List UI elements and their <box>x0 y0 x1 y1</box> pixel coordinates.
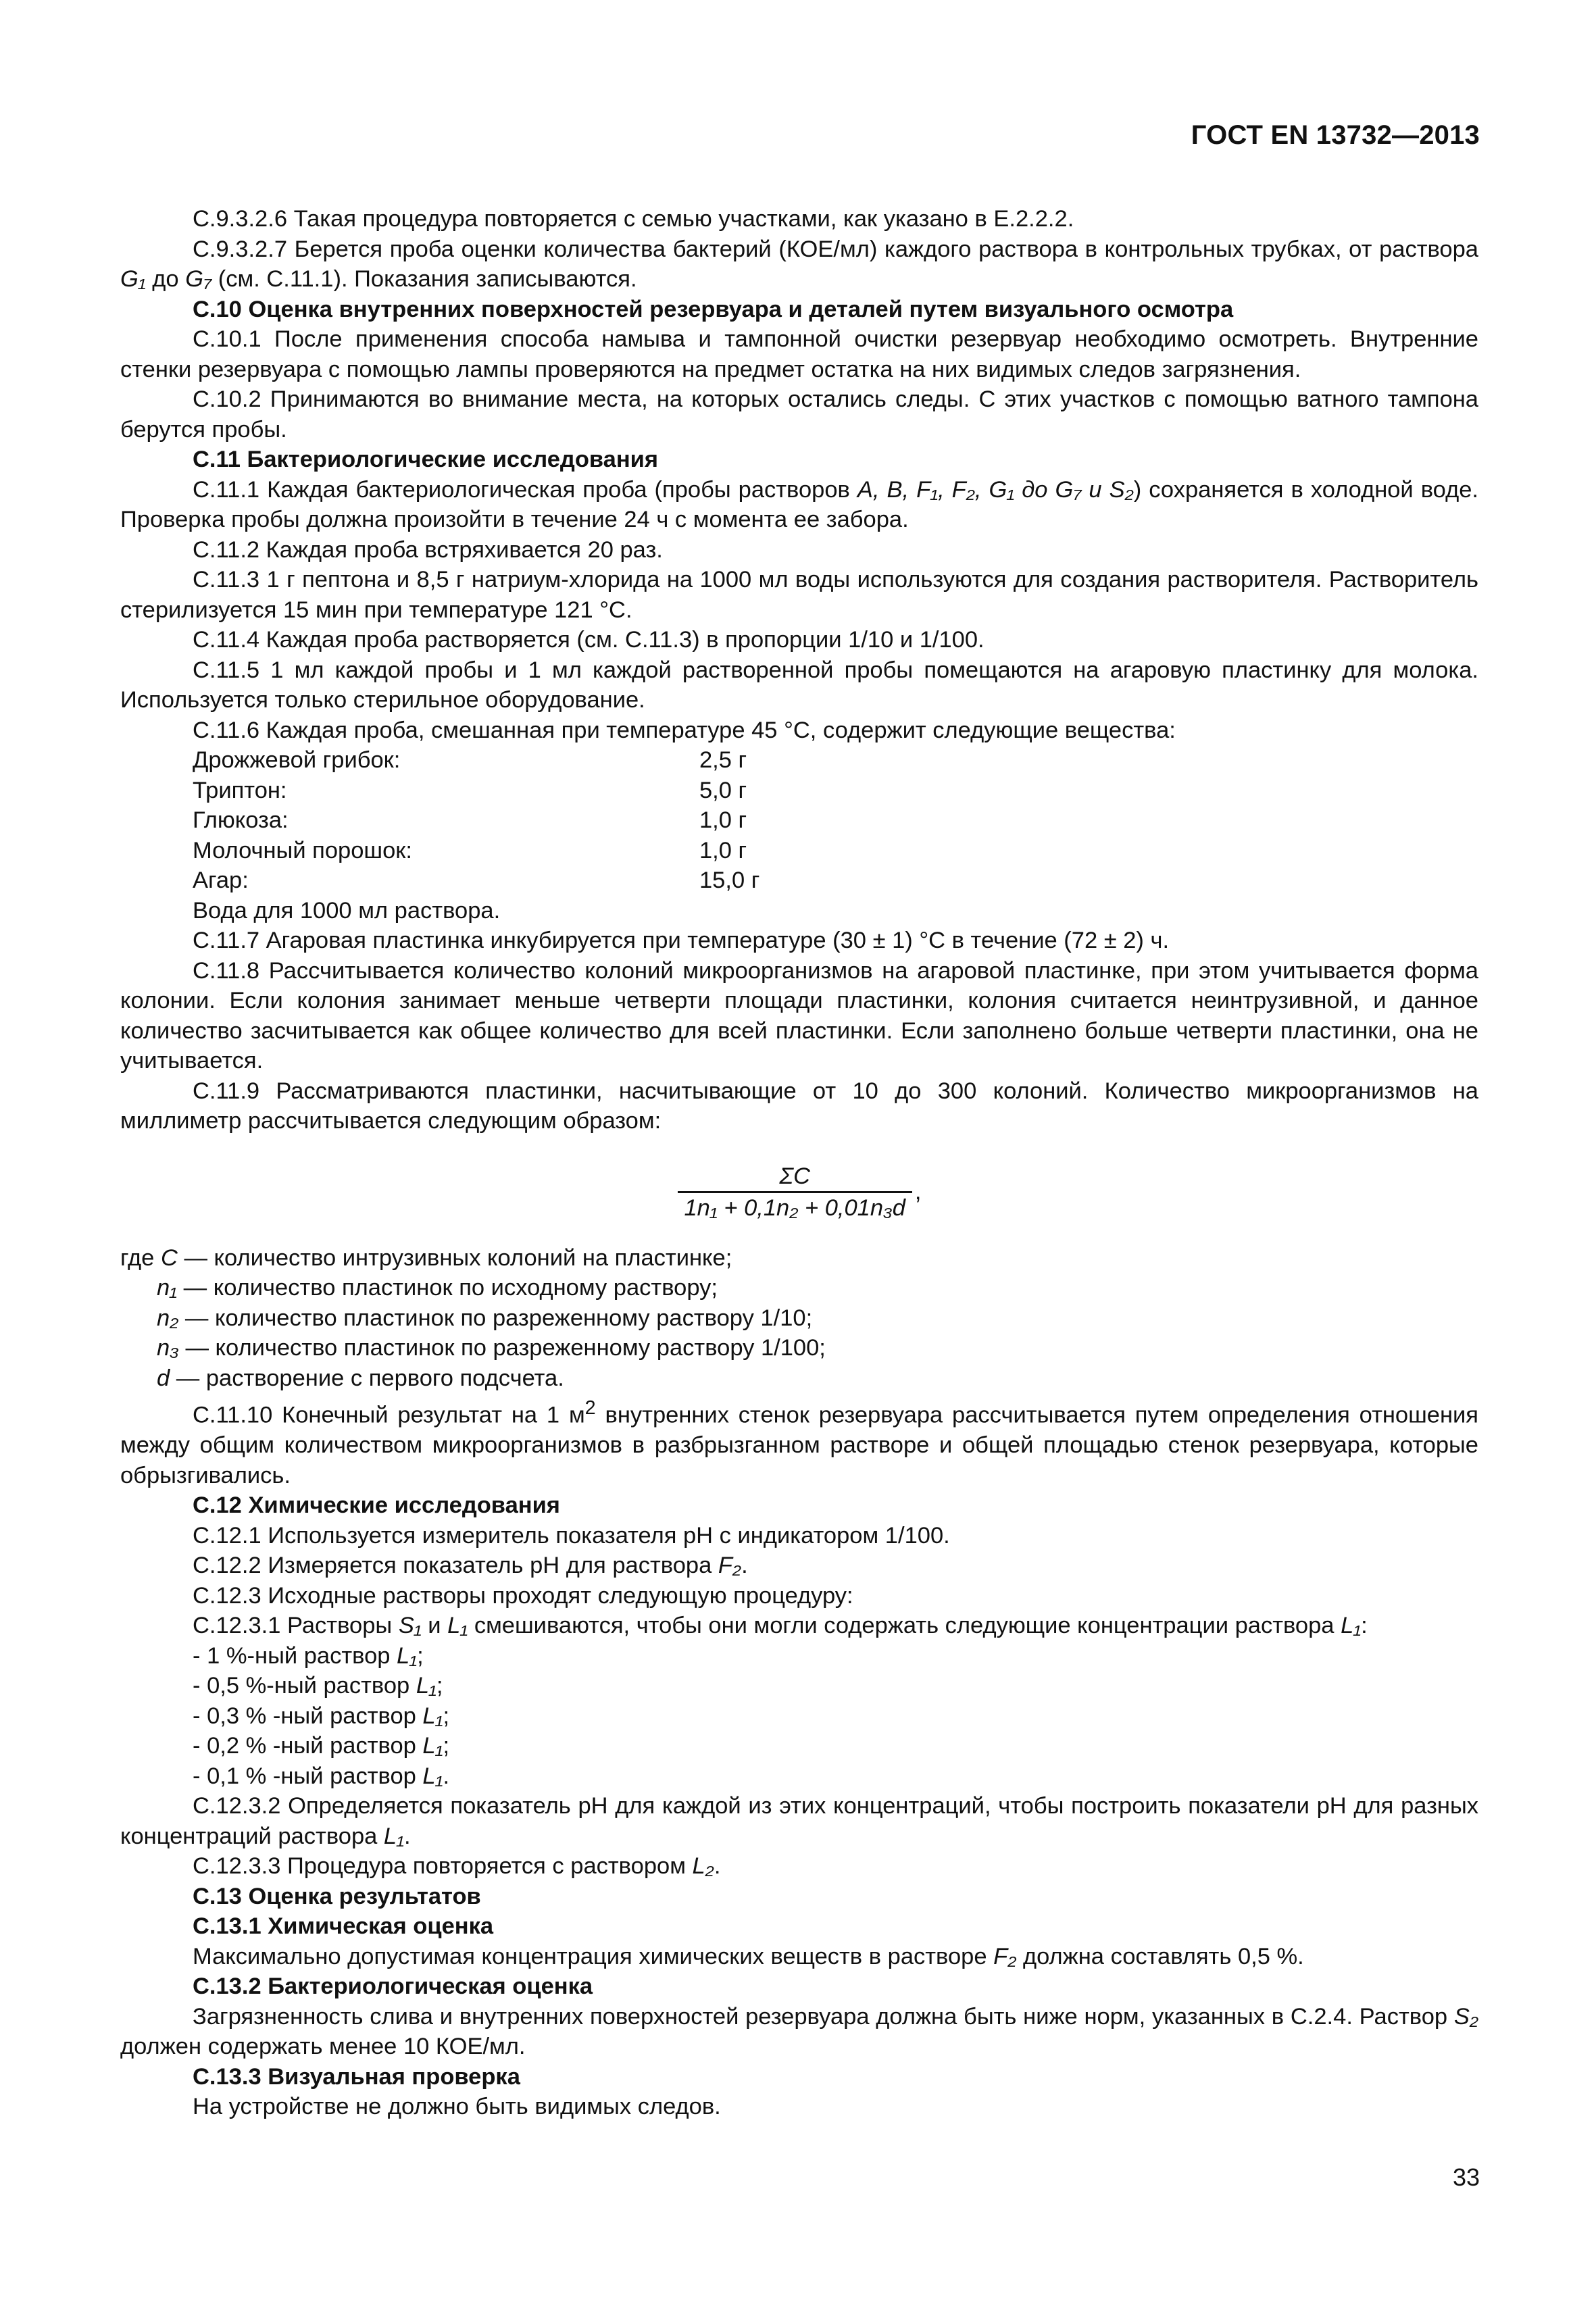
paragraph-c12-3: С.12.3 Исходные растворы проходят следующую процедуру: <box>193 1582 853 1609</box>
heading-c13-3: С.13.3 Визуальная проверка <box>193 2063 520 2090</box>
concentration-item: - 0,3 % -ный раствор L₁; <box>193 1703 450 1729</box>
recipe-row: Дрожжевой грибок: 2,5 г <box>193 747 747 773</box>
paragraph-water: Вода для 1000 мл раствора. <box>193 897 501 924</box>
paragraph-c12-3-3: С.12.3.3 Процедура повторяется с раствором L₂. <box>193 1853 721 1879</box>
recipe-table <box>193 745 759 896</box>
heading-c13-1: С.13.1 Химическая оценка <box>193 1913 494 1939</box>
document-header: ГОСТ EN 13732—2013 <box>1191 120 1480 150</box>
page-content <box>120 204 1478 2122</box>
paragraph-c12-2: С.12.2 Измеряется показатель pH для раствора F₂. <box>193 1553 748 1578</box>
paragraph-c12-3-2: С.12.3.2 Определяется показатель pH для каждой из этих концентраций, чтобы построить показатели pH для разных концентраций раствора L₁. <box>120 1793 1478 1849</box>
formula-denominator: 1n₁ + 0,1n₂ + 0,01n₃d <box>678 1191 912 1222</box>
paragraph-c11-2: С.11.2 Каждая проба встряхивается 20 раз. <box>193 536 663 563</box>
paragraph-c11-6: С.11.6 Каждая проба, смешанная при температуре 45 °С, содержит следующие вещества: <box>193 717 1176 743</box>
formula <box>120 1142 1478 1243</box>
definition-item: n₂ — количество пластинок по разреженному раствору 1/10; <box>157 1305 813 1331</box>
paragraph-c11-10: С.11.10 Конечный результат на 1 $м^2$ внутренних стенок резервуара рассчитывается путем определения отношения между общим количеством микроорганизмов в разбрызганном растворе и общей площадью стенок резервуара, которые обрызгивались. <box>120 1397 1478 1488</box>
paragraph-c12-1: С.12.1 Используется измеритель показателя pH с индикатором 1/100. <box>193 1522 950 1549</box>
paragraph-c9-3-2-6: С.9.3.2.6 Такая процедура повторяется с семью участками, как указано в Е.2.2.2. <box>193 206 1074 232</box>
paragraph-c11-7: С.11.7 Агаровая пластинка инкубируется при температуре (30 ± 1) °С в течение (72 ± 2) ч. <box>193 928 1170 953</box>
definition-item: d — растворение с первого подсчета. <box>157 1365 564 1391</box>
symbol-g1: G₁ <box>120 266 146 292</box>
paragraph-c9-3-2-7: С.9.3.2.7 Берется проба оценки количества бактерий (КОЕ/мл) каждого раствора в контрольных трубках, от раствора G₁ до G₇ (см. С.11.1). Показания записываются. <box>120 236 1478 292</box>
formula-comma: , <box>914 1179 922 1205</box>
concentration-item: - 1 %-ный раствор L₁; <box>193 1642 424 1669</box>
formula-fraction <box>678 1163 912 1222</box>
page-number: 33 <box>1452 2163 1480 2191</box>
definitions <box>120 1243 1478 1394</box>
paragraph-c10-2: С.10.2 Принимаются во внимание места, на которых остались следы. С этих участков с помощью ватного тампона берутся пробы. <box>120 386 1478 443</box>
symbol-list-c11-1: A, B, F₁, F₂, G₁ до G₇ и S₂ <box>857 476 1134 503</box>
heading-c10: С.10 Оценка внутренних поверхностей резервуара и деталей путем визуального осмотра <box>193 296 1234 322</box>
superscript-2: 2 <box>584 1397 596 1419</box>
paragraph-c10-1: С.10.1 После применения способа намыва и тампонной очистки резервуар необходимо осмотреть. Внутренние стенки резервуара с помощью лампы проверяются на предмет остатка на них видимых следов загрязнения. <box>120 326 1478 382</box>
definition-item: где С — количество интрузивных колоний на пластинке; <box>120 1244 732 1271</box>
recipe-row: Триптон: 5,0 г <box>193 777 747 803</box>
definition-item: n₁ — количество пластинок по исходному раствору; <box>157 1275 718 1301</box>
paragraph-c12-3-1: С.12.3.1 Растворы S₁ и L₁ смешиваются, чтобы они могли содержать следующие концентрации раствора L₁: <box>193 1613 1368 1638</box>
heading-c12: С.12 Химические исследования <box>193 1492 560 1518</box>
paragraph-c11-3: С.11.3 1 г пептона и 8,5 г натриум-хлорида на 1000 мл воды используются для создания растворителя. Растворитель стерилизуется 15 мин при температуре 121 °С. <box>120 567 1478 623</box>
recipe-row: Молочный порошок: 1,0 г <box>193 837 747 863</box>
paragraph-c13-3: На устройстве не должно быть видимых следов. <box>193 2094 721 2119</box>
heading-c13-2: С.13.2 Бактериологическая оценка <box>193 1973 593 1999</box>
concentration-item: - 0,1 % -ный раствор L₁. <box>193 1763 450 1789</box>
paragraph-c13-1: Максимально допустимая концентрация химических веществ в растворе F₂ должна составлять 0,5 %. <box>193 1943 1304 1969</box>
recipe-row: Глюкоза: 1,0 г <box>193 807 747 833</box>
concentration-item: - 0,5 %-ный раствор L₁; <box>193 1673 443 1699</box>
heading-c13: С.13 Оценка результатов <box>193 1883 481 1909</box>
paragraph-c11-9: С.11.9 Рассматриваются пластинки, насчитывающие от 10 до 300 колоний. Количество микроорганизмов на миллиметр рассчитывается следующим образом: <box>120 1078 1478 1134</box>
paragraph-c11-4: С.11.4 Каждая проба растворяется (см. С.11.3) в пропорции 1/10 и 1/100. <box>193 627 984 653</box>
symbol-g7: G₇ <box>185 266 212 292</box>
paragraph-c11-8: С.11.8 Рассчитывается количество колоний микроорганизмов на агаровой пластинке, при этом учитывается форма колонии. Если колония занимает меньше четверти площади пластинки, колония считается неинтрузивной, и данное количество засчитывается как общее количество для всей пластинки. Если заполнено больше четверти пластинки, она не учитывается. <box>120 957 1478 1074</box>
concentration-item: - 0,2 % -ный раствор L₁; <box>193 1733 450 1759</box>
formula-numerator: ΣC <box>779 1163 810 1189</box>
recipe-row: Агар: 15,0 г <box>193 867 760 893</box>
definition-item: n₃ — количество пластинок по разреженному раствору 1/100; <box>157 1335 826 1361</box>
paragraph-c11-1: С.11.1 Каждая бактериологическая проба (пробы растворов A, B, F₁, F₂, G₁ до G₇ и S₂) сохраняется в холодной воде. Проверка пробы должна произойти в течение 24 ч с момента ее забора. <box>120 476 1478 532</box>
paragraph-c11-5: С.11.5 1 мл каждой пробы и 1 мл каждой растворенной пробы помещаются на агаровую пластинку для молока. Используется только стерильное оборудование. <box>120 657 1478 713</box>
heading-c11: С.11 Бактериологические исследования <box>193 447 659 472</box>
paragraph-c13-2: Загрязненность слива и внутренних поверхностей резервуара должна быть ниже норм, указанных в С.2.4. Раствор S₂ должен содержать менее 10 КОЕ/мл. <box>120 2003 1478 2059</box>
